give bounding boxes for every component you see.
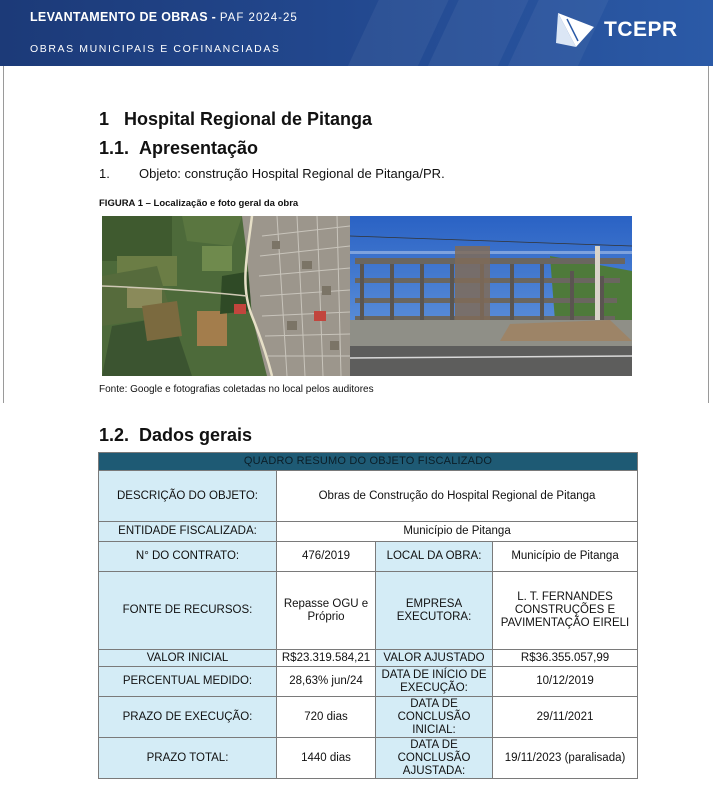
valor-ajustado-value: R$36.355.057,99 — [493, 650, 638, 667]
table-row — [99, 667, 638, 697]
figure-caption: FIGURA 1 – Localização e foto geral da obra — [99, 198, 299, 209]
header-title — [30, 10, 298, 24]
objetivo-text: Objeto: construção Hospital Regional de Pitanga/PR. — [139, 166, 445, 181]
conclusao-inicial-value: 29/11/2021 — [493, 697, 638, 738]
section-heading — [99, 109, 372, 130]
inicio-value: 10/12/2019 — [493, 667, 638, 697]
descricao-value: Obras de Construção do Hospital Regional de Pitanga — [277, 471, 638, 522]
entidade-value: Município de Pitanga — [277, 522, 638, 542]
valor-ajustado-label: VALOR AJUSTADO — [376, 650, 493, 667]
objetivo-item — [99, 166, 445, 181]
table-row — [99, 522, 638, 542]
contrato-label: N° DO CONTRATO: — [99, 542, 277, 572]
dados-gerais-number: 1.2. — [99, 425, 130, 445]
fonte-label: FONTE DE RECURSOS: — [99, 572, 277, 650]
section-number: 1 — [99, 109, 110, 129]
conclusao-ajustada-value: 19/11/2023 (paralisada) — [493, 738, 638, 779]
tcepr-logo — [556, 13, 678, 47]
header-title-text: LEVANTAMENTO DE OBRAS - — [30, 10, 220, 24]
construction-photo — [350, 216, 632, 376]
prazo-execucao-value: 720 dias — [277, 697, 376, 738]
conclusao-ajustada-label: DATA DE CONCLUSÃO AJUSTADA: — [376, 738, 493, 779]
prazo-total-value: 1440 dias — [277, 738, 376, 779]
local-label: LOCAL DA OBRA: — [376, 542, 493, 572]
table-header: QUADRO RESUMO DO OBJETO FISCALIZADO — [99, 453, 638, 471]
prazo-total-label: PRAZO TOTAL: — [99, 738, 277, 779]
percentual-label: PERCENTUAL MEDIDO: — [99, 667, 277, 697]
page-border-right — [708, 66, 709, 403]
section-title: Hospital Regional de Pitanga — [124, 109, 373, 129]
table-row — [99, 650, 638, 667]
table-row — [99, 572, 638, 650]
conclusao-inicial-label: DATA DE CONCLUSÃO INICIAL: — [376, 697, 493, 738]
percentual-value: 28,63% jun/24 — [277, 667, 376, 697]
table-row — [99, 542, 638, 572]
figure-source: Fonte: Google e fotografias coletadas no local pelos auditores — [99, 384, 374, 395]
dados-gerais-title: Dados gerais — [139, 425, 253, 445]
local-value: Município de Pitanga — [493, 542, 638, 572]
header-subtitle: OBRAS MUNICIPAIS E COFINANCIADAS — [30, 43, 281, 55]
page-header — [0, 0, 713, 66]
table-row — [99, 738, 638, 779]
table-header-row — [99, 453, 638, 471]
empresa-label: EMPRESA EXECUTORA: — [376, 572, 493, 650]
empresa-value: L. T. FERNANDES CONSTRUÇÕES E PAVIMENTAÇÃO EIRELI — [493, 572, 638, 650]
apresentacao-title: Apresentação — [139, 138, 259, 158]
logo-text: TCEPR — [604, 18, 678, 41]
summary-table — [98, 452, 638, 779]
table-row — [99, 471, 638, 522]
fonte-value: Repasse OGU e Próprio — [277, 572, 376, 650]
entidade-label: ENTIDADE FISCALIZADA: — [99, 522, 277, 542]
location-map-image — [102, 216, 350, 376]
header-paf: PAF 2024-25 — [219, 12, 298, 24]
apresentacao-number: 1.1. — [99, 138, 130, 158]
table-row — [99, 697, 638, 738]
descricao-label: DESCRIÇÃO DO OBJETO: — [99, 471, 277, 522]
page-border-left — [3, 66, 4, 403]
dados-gerais-heading — [99, 425, 252, 446]
tcepr-logo-icon — [556, 13, 596, 47]
contrato-value: 476/2019 — [277, 542, 376, 572]
prazo-execucao-label: PRAZO DE EXECUÇÃO: — [99, 697, 277, 738]
apresentacao-heading — [99, 138, 258, 159]
valor-inicial-label: VALOR INICIAL — [99, 650, 277, 667]
valor-inicial-value: R$23.319.584,21 — [277, 650, 376, 667]
objetivo-number: 1. — [99, 166, 110, 181]
inicio-label: DATA DE INÍCIO DE EXECUÇÃO: — [376, 667, 493, 697]
